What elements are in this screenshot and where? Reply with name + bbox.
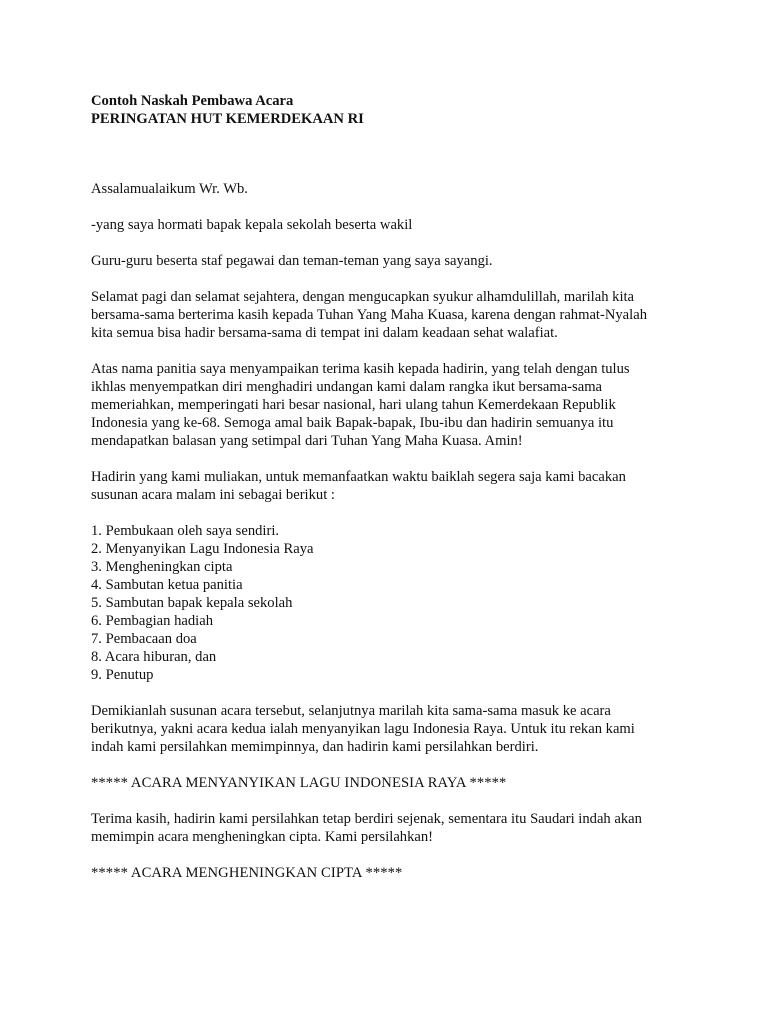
thanks-paragraph: Atas nama panitia saya menyampaikan terima kasih kepada hadirin, yang telah dengan tulus ikhlas menyempatkan diri menghadiri undangan kami dalam rangka ikut bersama-sama memeriahkan, memperingati hari besar nasional, hari ulang tahun Kemerdekaan Republik Indonesia yang ke-68. Semoga amal baik Bapak-bapak, Ibu-ibu dan hadirin semuanya itu mendapatkan balasan yang setimpal dari Tuhan Yang Maha Kuasa. Amin!	[91, 361, 630, 449]
agenda-list	[91, 522, 691, 684]
teachers-line: Guru-guru beserta staf pegawai dan teman-teman yang saya sayangi.	[91, 253, 493, 269]
document-title	[91, 92, 691, 128]
greeting: Assalamualaikum Wr. Wb.	[91, 181, 248, 197]
agenda-item: 8. Acara hiburan, dan	[91, 649, 217, 665]
agenda-item: 9. Penutup	[91, 667, 154, 683]
respect-line: -yang saya hormati bapak kepala sekolah beserta wakil	[91, 217, 413, 233]
title-line-1: Contoh Naskah Pembawa Acara	[91, 93, 294, 109]
agenda-item: 4. Sambutan ketua panitia	[91, 577, 243, 593]
agenda-item: 2. Menyanyikan Lagu Indonesia Raya	[91, 541, 314, 557]
agenda-item: 1. Pembukaan oleh saya sendiri.	[91, 523, 280, 539]
title-line-2: PERINGATAN HUT KEMERDEKAAN RI	[91, 111, 364, 127]
silence-paragraph: Terima kasih, hadirin kami persilahkan tetap berdiri sejenak, sementara itu Saudari indah akan memimpin acara mengheningkan cipta. Kami persilahkan!	[91, 811, 642, 845]
document-body	[91, 92, 691, 900]
opening-paragraph: Selamat pagi dan selamat sejahtera, dengan mengucapkan syukur alhamdulillah, marilah kita bersama-sama berterima kasih kepada Tuhan Yang Maha Kuasa, karena dengan rahmat-Nyalah kita semua bisa hadir bersama-sama di tempat ini dalam keadaan sehat walafiat.	[91, 289, 647, 341]
agenda-item: 3. Mengheningkan cipta	[91, 559, 233, 575]
agenda-intro-paragraph: Hadirin yang kami muliakan, untuk memanfaatkan waktu baiklah segera saja kami bacakan susunan acara malam ini sebagai berikut :	[91, 469, 626, 503]
agenda-item: 6. Pembagian hadiah	[91, 613, 213, 629]
section-heading-silence: ***** ACARA MENGHENINGKAN CIPTA *****	[91, 865, 403, 881]
next-event-paragraph: Demikianlah susunan acara tersebut, selanjutnya marilah kita sama-sama masuk ke acara berikutnya, yakni acara kedua ialah menyanyikan lagu Indonesia Raya. Untuk itu rekan kami indah kami persilahkan memimpinnya, dan hadirin kami persilahkan berdiri.	[91, 703, 635, 755]
agenda-item: 7. Pembacaan doa	[91, 631, 197, 647]
agenda-item: 5. Sambutan bapak kepala sekolah	[91, 595, 293, 611]
section-heading-anthem: ***** ACARA MENYANYIKAN LAGU INDONESIA RAYA *****	[91, 775, 507, 791]
